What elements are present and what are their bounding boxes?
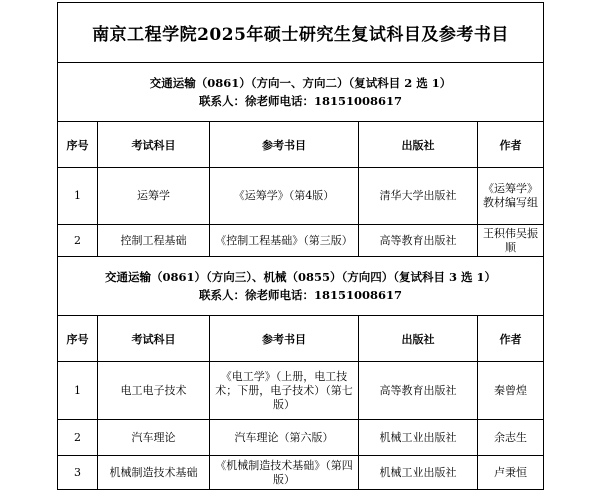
header-subject: 考试科目 — [98, 316, 210, 362]
group-contact: 联系人：徐老师电话：18151008617 — [198, 288, 403, 302]
row-books: 《运筹学》（第4版） — [210, 168, 359, 225]
document-sheet — [57, 2, 543, 490]
row-index: 1 — [58, 362, 98, 420]
header-index: 序号 — [58, 316, 98, 362]
group-title: 交通运输（0861）（方向三）、机械（0855）（方向四）（复试科目 3 选 1） — [104, 270, 497, 284]
header-publisher: 出版社 — [359, 316, 478, 362]
table-row — [58, 168, 544, 225]
row-publisher: 清华大学出版社 — [359, 168, 478, 225]
row-publisher: 机械工业出版社 — [359, 420, 478, 456]
header-publisher: 出版社 — [359, 122, 478, 168]
group-contact: 联系人：徐老师电话：18151008617 — [198, 94, 403, 108]
row-author: 《运筹学》教材编写组 — [478, 168, 544, 225]
row-index: 2 — [58, 225, 98, 257]
row-books: 《机械制造技术基础》（第四版） — [210, 456, 359, 490]
column-header-row — [58, 122, 544, 168]
table-row — [58, 420, 544, 456]
row-subject: 电工电子技术 — [98, 362, 210, 420]
column-header-row — [58, 316, 544, 362]
page-title: 南京工程学院2025年硕士研究生复试科目及参考书目 — [58, 3, 544, 63]
row-author: 余志生 — [478, 420, 544, 456]
row-books: 汽车理论（第六版） — [210, 420, 359, 456]
row-index: 1 — [58, 168, 98, 225]
header-subject: 考试科目 — [98, 122, 210, 168]
table-row — [58, 456, 544, 490]
row-index: 3 — [58, 456, 98, 490]
header-author: 作者 — [478, 122, 544, 168]
exam-table — [57, 2, 544, 490]
row-subject: 运筹学 — [98, 168, 210, 225]
row-books: 《控制工程基础》（第三版） — [210, 225, 359, 257]
row-author: 王积伟吴振顺 — [478, 225, 544, 257]
row-subject: 汽车理论 — [98, 420, 210, 456]
row-books: 《电工学》（上册，电工技术；下册，电子技术）（第七版） — [210, 362, 359, 420]
header-books: 参考书目 — [210, 316, 359, 362]
group-header-row — [58, 257, 544, 316]
header-author: 作者 — [478, 316, 544, 362]
group-header-row — [58, 63, 544, 122]
table-row — [58, 362, 544, 420]
group-header — [58, 257, 544, 316]
row-publisher: 高等教育出版社 — [359, 225, 478, 257]
row-index: 2 — [58, 420, 98, 456]
group-title: 交通运输（0861）（方向一、方向二）（复试科目 2 选 1） — [149, 76, 452, 90]
row-author: 秦曾煌 — [478, 362, 544, 420]
header-index: 序号 — [58, 122, 98, 168]
header-books: 参考书目 — [210, 122, 359, 168]
row-publisher: 机械工业出版社 — [359, 456, 478, 490]
group-header — [58, 63, 544, 122]
title-row — [58, 3, 544, 63]
row-subject: 控制工程基础 — [98, 225, 210, 257]
table-row — [58, 225, 544, 257]
row-author: 卢秉恒 — [478, 456, 544, 490]
row-subject: 机械制造技术基础 — [98, 456, 210, 490]
row-publisher: 高等教育出版社 — [359, 362, 478, 420]
